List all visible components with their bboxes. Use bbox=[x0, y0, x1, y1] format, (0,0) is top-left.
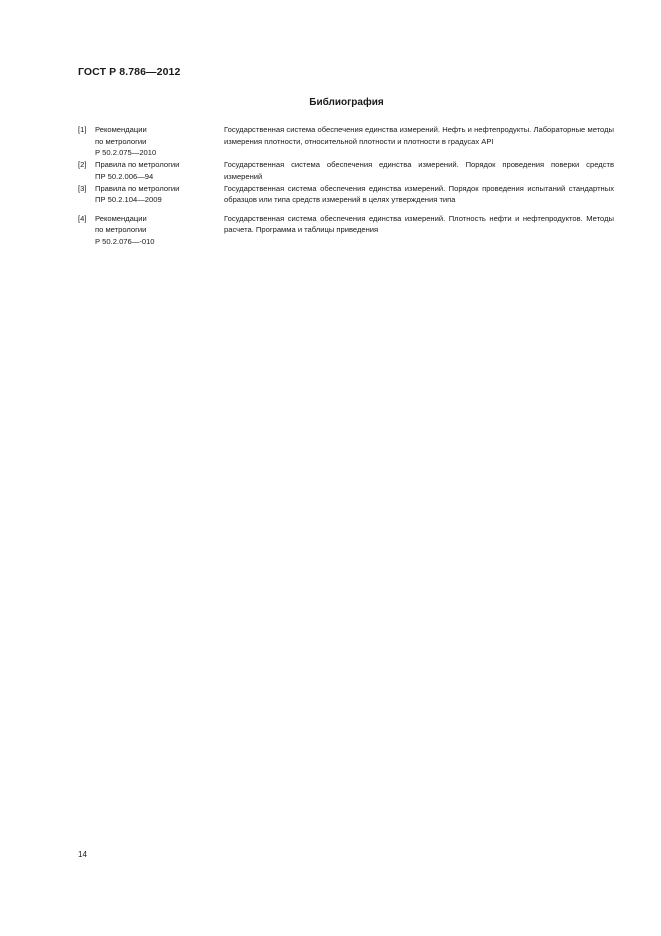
entry-source-line: Р 50.2.076—-010 bbox=[95, 236, 155, 246]
entry-source bbox=[95, 124, 224, 159]
entry-description: Государственная система обеспечения единства измерений. Порядок проведения поверки средств измерений bbox=[224, 160, 614, 181]
page-number: 14 bbox=[78, 850, 87, 859]
entry-source-line: Правила по метрологии bbox=[95, 183, 180, 193]
document-header: ГОСТ Р 8.786—2012 bbox=[78, 66, 181, 78]
entry-source-line: Р 50.2.075—2010 bbox=[95, 148, 157, 157]
entry-number: [4] bbox=[78, 213, 87, 223]
entry-description: Государственная система обеспечения единства измерений. Нефть и нефтепродукты. Лабораторные методы измерения плотности, относительной плотности и плотности в градусах API bbox=[224, 125, 614, 146]
bibliography-entry-2 bbox=[78, 159, 614, 182]
entry-number: [2] bbox=[78, 160, 87, 169]
bibliography-entry-1 bbox=[78, 124, 614, 159]
entry-source-line: ПР 50.2.104—2009 bbox=[95, 195, 162, 204]
bibliography-entry-3 bbox=[78, 183, 614, 206]
entry-source-line: по метрологии bbox=[95, 136, 147, 146]
entry-source bbox=[95, 183, 224, 206]
entry-number: [3] bbox=[78, 183, 87, 193]
bibliography-entry-4 bbox=[78, 213, 614, 248]
entry-source bbox=[95, 159, 224, 182]
bibliography-list bbox=[78, 124, 614, 247]
entry-number: [1] bbox=[78, 125, 87, 134]
entry-description: Государственная система обеспечения единства измерений. Порядок проведения испытаний стандартных образцов или типа средств измерений в целях утверждения типа bbox=[224, 183, 614, 204]
entry-source-line: Правила по метрологии bbox=[95, 160, 180, 169]
entry-description: Государственная система обеспечения единства измерений. Плотность нефти и нефтепродуктов. Методы расчета. Программа и таблицы приведения bbox=[224, 213, 614, 234]
entry-source-line: ПР 50.2.006—94 bbox=[95, 171, 154, 181]
entry-source bbox=[95, 213, 224, 248]
section-title: Библиография bbox=[309, 97, 384, 108]
entry-source-line: Рекомендации bbox=[95, 213, 147, 223]
entry-source-line: Рекомендации bbox=[95, 125, 147, 134]
entry-source-line: по метрологии bbox=[95, 225, 147, 234]
